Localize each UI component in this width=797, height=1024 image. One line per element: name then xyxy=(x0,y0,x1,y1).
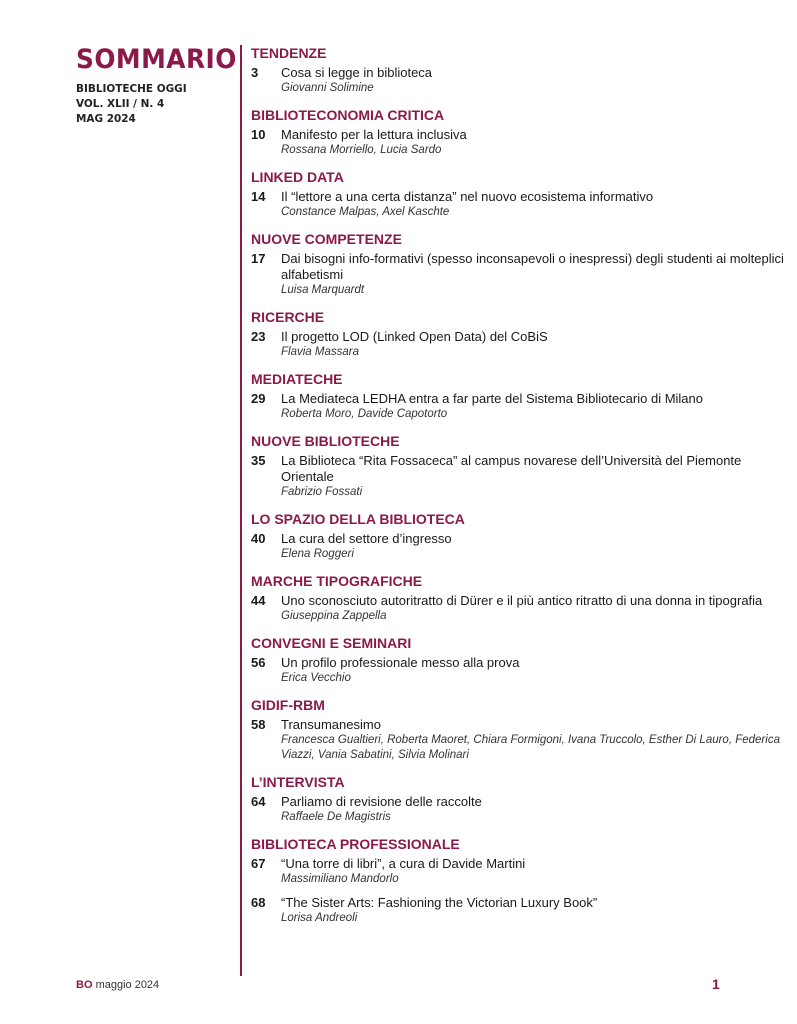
page-ref: 68 xyxy=(251,895,266,910)
page-ref: 64 xyxy=(251,794,266,809)
toc-entry[interactable] xyxy=(251,65,786,96)
page-ref: 3 xyxy=(251,65,259,80)
entry-body xyxy=(281,329,786,360)
footer-issue xyxy=(76,979,159,991)
toc-entry[interactable] xyxy=(251,655,786,686)
toc-section xyxy=(251,370,786,422)
article-authors: Fabrizio Fossati xyxy=(281,486,363,498)
toc-entry[interactable] xyxy=(251,127,786,158)
toc-section xyxy=(251,308,786,360)
page-ref: 23 xyxy=(251,329,266,344)
entry-body xyxy=(281,531,786,562)
section-title: NUOVE COMPETENZE xyxy=(251,231,402,247)
section-title: LINKED DATA xyxy=(251,169,344,185)
article-title: Transumanesimo xyxy=(281,717,381,732)
article-authors: Francesca Gualtieri, Roberta Maoret, Chiara Formigoni, Ivana Truccolo, Esther Di Lauro, Federica Viazzi, Vania Sabatini, Silvia Molinari xyxy=(281,734,780,761)
toc-entry[interactable] xyxy=(251,895,786,926)
footer-issue-label: maggio 2024 xyxy=(95,979,160,991)
article-authors: Raffaele De Magistris xyxy=(281,811,391,823)
section-title: CONVEGNI E SEMINARI xyxy=(251,635,412,651)
section-title: TENDENZE xyxy=(251,45,327,61)
article-title: Parliamo di revisione delle raccolte xyxy=(281,794,482,809)
article-title: Dai bisogni info-formativi (spesso inconsapevoli o inespressi) degli studenti ai molteplici alfabetismi xyxy=(281,251,784,282)
article-authors: Erica Vecchio xyxy=(281,672,351,684)
section-title: RICERCHE xyxy=(251,309,325,325)
section-title: BIBLIOTECONOMIA CRITICA xyxy=(251,107,445,123)
toc-section xyxy=(251,634,786,686)
journal-meta xyxy=(76,81,242,126)
toc-entry[interactable] xyxy=(251,189,786,220)
article-authors: Luisa Marquardt xyxy=(281,284,365,296)
article-title: “The Sister Arts: Fashioning the Victorian Luxury Book” xyxy=(281,895,598,910)
toc-entry[interactable] xyxy=(251,391,786,422)
section-title: BIBLIOTECA PROFESSIONALE xyxy=(251,836,460,852)
toc-entry[interactable] xyxy=(251,856,786,887)
article-title: Un profilo professionale messo alla prova xyxy=(281,655,520,670)
table-of-contents xyxy=(251,44,786,936)
entry-body xyxy=(281,391,786,422)
page-title: SOMMARIO xyxy=(76,44,237,75)
toc-section xyxy=(251,44,786,96)
toc-section xyxy=(251,230,786,298)
section-title: LO SPAZIO DELLA BIBLIOTECA xyxy=(251,511,465,527)
article-title: “Una torre di libri”, a cura di Davide Martini xyxy=(281,856,526,871)
entry-body xyxy=(281,189,786,220)
toc-entry[interactable] xyxy=(251,329,786,360)
volume-number: VOL. XLII / N. 4 xyxy=(76,97,165,110)
entry-body xyxy=(281,794,786,825)
entry-body xyxy=(281,717,786,763)
page-ref: 14 xyxy=(251,189,266,204)
entry-body xyxy=(281,856,786,887)
page-ref: 17 xyxy=(251,251,266,266)
toc-section xyxy=(251,572,786,624)
toc-entry[interactable] xyxy=(251,717,786,763)
toc-section xyxy=(251,835,786,926)
article-authors: Lorisa Andreoli xyxy=(281,912,358,924)
article-authors: Elena Roggeri xyxy=(281,548,354,560)
vertical-divider xyxy=(240,45,242,976)
toc-entry[interactable] xyxy=(251,453,786,500)
entry-body xyxy=(281,251,786,298)
page-ref: 56 xyxy=(251,655,266,670)
entry-body xyxy=(281,593,786,624)
article-authors: Giovanni Solimine xyxy=(281,82,374,94)
section-title: GIDIF-RBM xyxy=(251,697,325,713)
section-title: L’INTERVISTA xyxy=(251,774,345,790)
entry-body xyxy=(281,127,786,158)
masthead xyxy=(76,44,251,126)
toc-section xyxy=(251,510,786,562)
toc-entry[interactable] xyxy=(251,251,786,298)
article-authors: Roberta Moro, Davide Capotorto xyxy=(281,408,448,420)
article-authors: Massimiliano Mandorlo xyxy=(281,873,399,885)
article-title: Uno sconosciuto autoritratto di Dürer e il più antico ritratto di una donna in tipografia xyxy=(281,593,763,608)
page-ref: 10 xyxy=(251,127,266,142)
article-title: La Biblioteca “Rita Fossaceca” al campus novarese dell’Università del Piemonte Orientale xyxy=(281,453,742,484)
article-title: La cura del settore d’ingresso xyxy=(281,531,452,546)
journal-name: BIBLIOTECHE OGGI xyxy=(76,82,187,95)
article-title: Il progetto LOD (Linked Open Data) del CoBiS xyxy=(281,329,548,344)
entry-body xyxy=(281,453,786,500)
page-ref: 67 xyxy=(251,856,266,871)
toc-section xyxy=(251,168,786,220)
article-title: Cosa si legge in biblioteca xyxy=(281,65,433,80)
toc-section xyxy=(251,432,786,500)
toc-entry[interactable] xyxy=(251,593,786,624)
article-authors: Giuseppina Zappella xyxy=(281,610,387,622)
toc-entry[interactable] xyxy=(251,531,786,562)
article-authors: Constance Malpas, Axel Kaschte xyxy=(281,206,450,218)
page-ref: 58 xyxy=(251,717,266,732)
article-title: La Mediateca LEDHA entra a far parte del Sistema Bibliotecario di Milano xyxy=(281,391,703,406)
article-authors: Rossana Morriello, Lucia Sardo xyxy=(281,144,442,156)
article-title: Il “lettore a una certa distanza” nel nuovo ecosistema informativo xyxy=(281,189,654,204)
page-ref: 35 xyxy=(251,453,266,468)
section-title: NUOVE BIBLIOTECHE xyxy=(251,433,400,449)
article-authors: Flavia Massara xyxy=(281,346,359,358)
toc-section xyxy=(251,773,786,825)
footer-brand: BO xyxy=(76,979,93,991)
section-title: MEDIATECHE xyxy=(251,371,343,387)
issue-date: MAG 2024 xyxy=(76,112,136,125)
page-ref: 29 xyxy=(251,391,266,406)
toc-section xyxy=(251,696,786,763)
entry-body xyxy=(281,895,786,926)
page-number: 1 xyxy=(712,976,720,992)
article-title: Manifesto per la lettura inclusiva xyxy=(281,127,467,142)
toc-entry[interactable] xyxy=(251,794,786,825)
page-ref: 40 xyxy=(251,531,266,546)
section-title: MARCHE TIPOGRAFICHE xyxy=(251,573,423,589)
toc-section xyxy=(251,106,786,158)
entry-body xyxy=(281,65,786,96)
entry-body xyxy=(281,655,786,686)
page-ref: 44 xyxy=(251,593,266,608)
